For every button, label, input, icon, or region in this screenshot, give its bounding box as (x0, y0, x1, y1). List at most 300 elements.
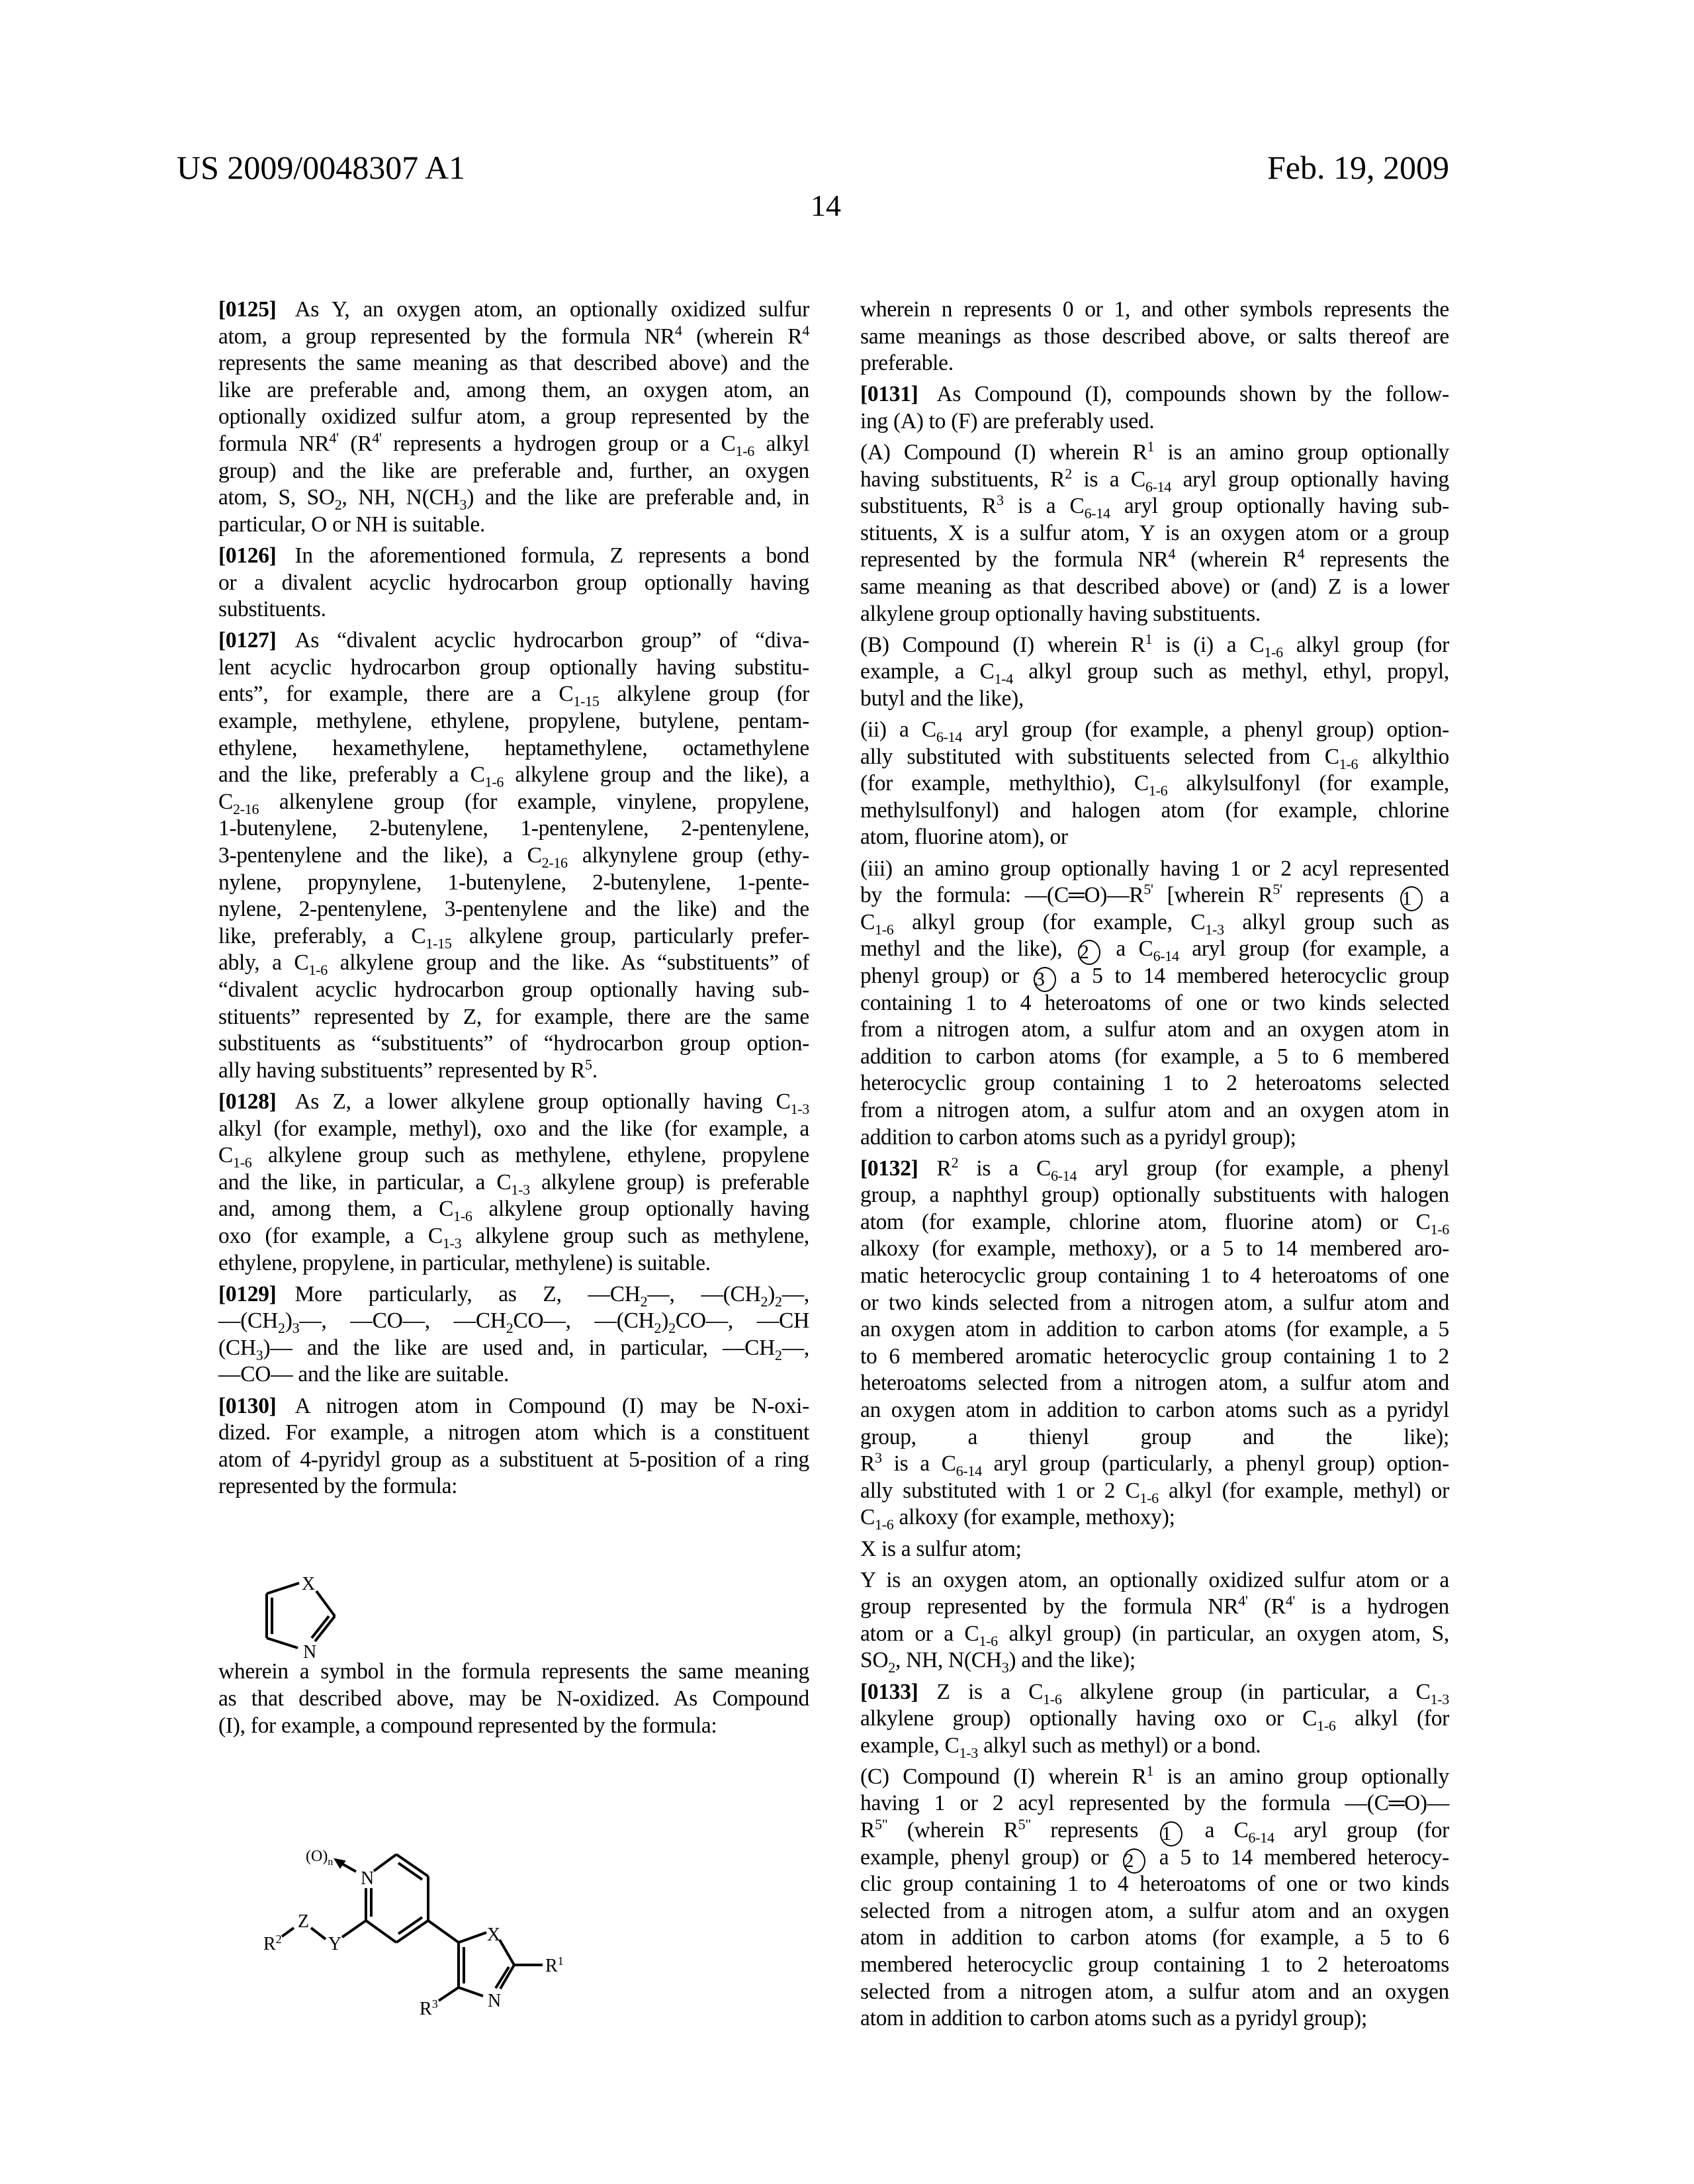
subscript: 2 (668, 1320, 676, 1337)
bond (428, 1921, 459, 1942)
text-run: is an amino group optionally (1153, 1764, 1449, 1789)
text-line (218, 1393, 809, 1420)
text-run: CO—, —(CH (513, 1308, 654, 1334)
text-run: —(CH (218, 1308, 278, 1334)
text-line (860, 1706, 1449, 1735)
paragraph-number: [0125] (218, 297, 277, 322)
text-run: (iii) an amino group optionally having 1 or 2 acyl represented (860, 856, 1449, 881)
text-run: alkylene group such as methylene, ethylene, propylene (251, 1143, 809, 1168)
text-line (218, 596, 809, 623)
text-line (860, 408, 1449, 435)
subscript: 6-14 (936, 729, 962, 745)
text-run: and, among them, a C (218, 1197, 454, 1222)
subscript: 1-3 (1430, 1690, 1449, 1707)
text-run: group, a naphthyl group) optionally substituents with halogen (860, 1183, 1449, 1208)
text-run: , NH, N(CH (895, 1648, 1002, 1673)
text-line (218, 1004, 809, 1030)
subscript: 6-14 (1051, 1167, 1077, 1184)
subscript: 1-6 (875, 1516, 894, 1533)
superscript: 4 (1297, 545, 1305, 563)
bond (459, 1987, 483, 1996)
text-run: X is a sulfur atom; (860, 1536, 1022, 1561)
text-run: an oxygen atom in addition to carbon atoms (for example, a 5 (860, 1317, 1449, 1342)
superscript: 4' (372, 430, 382, 446)
text-run: ) and the like); (1008, 1648, 1136, 1673)
text-line (860, 1070, 1449, 1097)
text-run: preferable. (860, 351, 954, 376)
text-run: stituents, X is a sulfur atom, Y is an oxygen atom or a group (860, 520, 1449, 545)
text-line (860, 1263, 1449, 1289)
superscript: 5" (1018, 1816, 1032, 1833)
atom-label-y: Y (328, 1934, 342, 1954)
text-line (218, 484, 810, 514)
text-line (218, 404, 809, 430)
text-run: atom, a group represented by the formula NR (218, 324, 675, 349)
text-line (218, 512, 809, 538)
subscript: 2 (775, 1293, 782, 1310)
text-line (860, 381, 1449, 408)
text-run: represents the (1304, 547, 1449, 572)
bond (366, 1921, 396, 1942)
text-run: methyl and the like), (860, 936, 1075, 962)
text-line (218, 1473, 809, 1500)
circled-number: 1 (1160, 1821, 1182, 1846)
circled-number: 2 (1078, 940, 1100, 965)
text-line (860, 936, 1449, 965)
text-line (860, 1925, 1449, 1951)
subscript: 3 (292, 1320, 300, 1337)
subscript: 2 (775, 1346, 782, 1363)
text-line (860, 1316, 1449, 1343)
superscript: 4 (674, 322, 682, 339)
text-run: atom, fluorine atom), or (860, 825, 1068, 850)
text-line (860, 1044, 1449, 1070)
text-run: ably, a C (218, 950, 309, 976)
text-line (218, 1335, 809, 1361)
text-run: butyl and the like), (860, 686, 1024, 711)
text-line (860, 797, 1449, 824)
subscript: 2 (760, 1293, 768, 1310)
text-run: substituents as “substituents” of “hydrocarbon group option- (218, 1031, 809, 1056)
subscript: 1-6 (979, 1632, 998, 1649)
text-line (860, 856, 1449, 882)
text-run: example, methylene, ethylene, propylene, butylene, pentam- (218, 709, 809, 733)
text-run: represented by the formula NR (860, 547, 1169, 572)
text-line (860, 963, 1449, 989)
text-run: selected from a nitrogen atom, a sulfur atom and an oxygen (860, 1898, 1449, 1923)
text-line (218, 1089, 809, 1115)
paragraph-number: [0133] (860, 1679, 918, 1704)
text-line (860, 1017, 1449, 1043)
text-line (218, 735, 809, 762)
text-run: example, a C (860, 659, 995, 684)
superscript: 1 (1146, 1762, 1154, 1779)
text-run: [wherein R (1153, 883, 1273, 908)
subscript: 1-6 (484, 774, 504, 791)
bond (282, 1928, 294, 1936)
text-run: is a C (881, 1451, 956, 1477)
text-line (860, 632, 1449, 659)
text-run: by the formula: —(C═O)—R (860, 883, 1144, 908)
text-run: R (936, 1156, 952, 1181)
text-run: . (592, 1058, 598, 1083)
text-run: substituents, R (860, 494, 997, 519)
substituent-label-r3: $R^3$ (420, 1997, 438, 2019)
text-run: from a nitrogen atom, a sulfur atom and an oxygen atom in (860, 1017, 1449, 1042)
text-line (218, 458, 809, 484)
text-run: atom in addition to carbon atoms (for example, a 5 to 6 (860, 1925, 1449, 1950)
text-run: C (860, 1505, 875, 1530)
text-line (860, 1370, 1449, 1396)
text-run: alkylene group) optionally having oxo or C (860, 1706, 1317, 1731)
text-run: same meanings as those described above, or salts thereof are (860, 324, 1449, 349)
text-line (860, 2005, 1449, 2032)
text-run: —, —(CH (647, 1281, 761, 1306)
text-line (860, 1478, 1449, 1504)
text-run: particular, O or NH is suitable. (218, 512, 486, 537)
text-run: from a nitrogen atom, a sulfur atom and an oxygen atom in (860, 1097, 1449, 1122)
text-line (218, 655, 809, 681)
subscript: 6-14 (1145, 478, 1172, 495)
subscript: 1-6 (735, 443, 754, 459)
text-run: is an amino group optionally (1154, 440, 1449, 465)
text-run: (wherein R (682, 324, 803, 349)
text-run: atom or a C (860, 1621, 979, 1646)
text-line (218, 296, 809, 323)
text-run: as that described above, may be N-oxidized. As Compound (218, 1686, 809, 1711)
text-run: As “divalent acyclic hydrocarbon group” of “diva- (294, 628, 809, 653)
superscript: 4 (802, 322, 810, 339)
text-line (218, 1116, 809, 1142)
text-run: ) (768, 1281, 776, 1306)
text-run: —, (781, 1281, 810, 1306)
text-line (218, 1223, 809, 1250)
subscript: 1-4 (994, 670, 1013, 688)
bond (311, 1928, 326, 1939)
text-line (860, 1594, 1449, 1620)
circled-number: 2 (1123, 1848, 1145, 1874)
text-line (218, 1281, 809, 1308)
text-run: and the like, preferably a C (218, 762, 485, 788)
text-line (860, 1124, 1449, 1151)
text-line (860, 1236, 1449, 1262)
text-run: having 1 or 2 acyl represented by the formula —(C═O)— (860, 1791, 1449, 1816)
text-run: (for example, methylthio), C (860, 771, 1149, 796)
text-run: alkylene group) is preferable (529, 1169, 809, 1195)
text-run: As Z, a lower alkylene group optionally having C (294, 1089, 791, 1114)
superscript: 5" (875, 1816, 888, 1833)
text-run: stituents” represented by Z, for example, there are the same (218, 1004, 809, 1029)
text-run: nylene, propynylene, 1-butenylene, 2-butenylene, 1-pente- (218, 870, 809, 895)
text-run: (I), for example, a compound represented by the formula: (218, 1713, 717, 1738)
text-line (860, 882, 1449, 909)
bond (342, 1921, 366, 1937)
text-line (860, 686, 1449, 712)
publication-number: US 2009/0048307 A1 (177, 149, 466, 186)
subscript: 2-16 (541, 854, 568, 871)
text-run: or a divalent acyclic hydrocarbon group optionally having (218, 570, 809, 595)
bond (374, 1854, 396, 1871)
text-line (218, 681, 809, 710)
text-line (860, 1679, 1449, 1706)
text-run: alkoxy (for example, methoxy), or a 5 to 14 membered aro- (860, 1236, 1449, 1261)
text-line (860, 1397, 1449, 1424)
text-run: matic heterocyclic group containing 1 to 4 heteroatoms of one (860, 1263, 1449, 1288)
text-run: aryl group (for example, a phenyl (1077, 1156, 1449, 1181)
text-run: Z is a C (936, 1679, 1044, 1704)
text-line (860, 574, 1449, 600)
text-line (218, 1030, 809, 1057)
text-run: As Y, an oxygen atom, an optionally oxidized sulfur (294, 297, 809, 322)
text-run: having substituents, R (860, 467, 1065, 492)
text-line (860, 1621, 1449, 1647)
text-run: heteroatoms selected from a nitrogen atom, a sulfur atom and (860, 1371, 1449, 1396)
text-run: addition to carbon atoms such as a pyridyl group); (860, 1124, 1296, 1150)
text-line (860, 659, 1449, 688)
text-line (860, 1647, 1449, 1674)
text-line (860, 1097, 1449, 1124)
text-run: is (i) a C (1152, 632, 1265, 657)
text-line (218, 1058, 809, 1084)
text-run: represented by the formula: (218, 1474, 458, 1499)
subscript: 1-3 (790, 1100, 809, 1117)
superscript: 5' (1143, 881, 1153, 898)
text-run: group, a thienyl group and the like); (860, 1424, 1449, 1449)
text-line (860, 1209, 1449, 1236)
text-run: alkylene group such as methylene, (461, 1223, 809, 1248)
text-run: , NH, N(CH (341, 485, 460, 510)
text-run: ethylene, hexamethylene, heptamethylene, octamethylene (218, 735, 809, 760)
text-line (860, 1952, 1449, 1978)
text-run: aryl group (for example, a phenyl group) option- (961, 717, 1449, 742)
bond (439, 1987, 459, 2001)
text-run: SO (860, 1648, 889, 1673)
text-line (860, 350, 1449, 377)
ring-structure-figure (251, 1535, 450, 1681)
text-run: alkyl group such as (1224, 909, 1449, 934)
text-run: oxo (for example, a C (218, 1223, 443, 1248)
text-line (218, 543, 809, 569)
text-run: dized. For example, a nitrogen atom which is a constituent (218, 1420, 809, 1445)
text-line (218, 1420, 809, 1446)
bond (316, 1591, 335, 1616)
subscript: 1-6 (308, 962, 328, 979)
subscript: 1-3 (442, 1234, 462, 1251)
text-run: is a hydrogen (1295, 1594, 1449, 1619)
subscript: 6-14 (1153, 948, 1179, 965)
text-run: alkyl group such as methyl, ethyl, propyl, (1013, 659, 1449, 684)
text-run: alkyl group (for (1282, 632, 1449, 657)
text-line (218, 431, 809, 457)
text-line (860, 547, 1449, 573)
superscript: 4' (329, 430, 339, 446)
subscript: 1-15 (425, 934, 452, 952)
text-run: (R (338, 432, 373, 456)
text-line (860, 439, 1449, 466)
text-run: example, C (860, 1733, 959, 1758)
text-line (218, 1686, 809, 1712)
text-line (860, 1156, 1449, 1182)
text-run: 3-pentenylene and the like), a C (218, 843, 542, 868)
text-line (860, 1290, 1449, 1316)
atom-label-pyridine-n: N (361, 1868, 375, 1889)
subscript: 1-3 (511, 1181, 530, 1198)
text-run: As Compound (I), compounds shown by the follow- (936, 382, 1449, 407)
text-line (860, 324, 1449, 350)
text-run: (B) Compound (I) wherein R (860, 632, 1145, 657)
paragraph-number: [0127] (218, 628, 277, 653)
bond (267, 1638, 298, 1648)
bond (459, 1933, 486, 1942)
text-run: a (1425, 883, 1450, 908)
superscript: 4 (1168, 545, 1176, 563)
subscript: 6-14 (1248, 1829, 1274, 1846)
text-run: C (860, 909, 875, 934)
text-line (860, 1536, 1449, 1563)
text-run: ally having substituents” represented by R (218, 1058, 585, 1083)
text-run: C (218, 1143, 234, 1168)
text-line (860, 1567, 1449, 1594)
text-line (860, 824, 1449, 850)
text-run: alkylene group, particularly prefer- (451, 923, 809, 948)
text-run: —CO— and the like are suitable. (218, 1362, 510, 1387)
text-line (218, 1713, 809, 1739)
superscript: 2 (1065, 465, 1072, 482)
paragraph-number: [0131] (860, 382, 918, 407)
text-run: methylsulfonyl) and halogen atom (for example, chlorine (860, 797, 1449, 823)
subscript: 6-14 (956, 1463, 982, 1480)
text-line (860, 1424, 1449, 1451)
text-line (860, 717, 1449, 743)
label-oxide: $(O)_n$ (306, 1848, 334, 1868)
text-run: (C) Compound (I) wherein R (860, 1764, 1147, 1789)
text-run: —, —CO—, —CH (299, 1308, 506, 1334)
subscript: 3 (1001, 1659, 1009, 1676)
page-number: 14 (811, 189, 841, 222)
publication-date: Feb. 19, 2009 (1267, 149, 1449, 186)
text-run: to 6 membered aromatic heterocyclic group containing 1 to 2 (860, 1343, 1449, 1369)
text-run: atom, S, SO (218, 485, 335, 510)
text-run: (R (1247, 1594, 1286, 1619)
substituent-label-r2: $R^2$ (263, 1933, 282, 1954)
text-line (218, 1308, 809, 1337)
subscript: 2 (888, 1659, 895, 1676)
substituent-label-r1: $R^1$ (545, 1954, 564, 1976)
text-line (218, 870, 809, 896)
text-run: example, phenyl group) or (860, 1844, 1120, 1870)
text-run: ally substituted with substituents selected from C (860, 744, 1339, 769)
text-run: alkylene group and the like. As “substituents” of (327, 950, 810, 976)
subscript: 1-6 (233, 1154, 252, 1171)
text-line (860, 990, 1449, 1017)
text-line (218, 377, 809, 404)
compound-structure-figure (251, 1800, 675, 2025)
subscript: 1-6 (453, 1208, 472, 1225)
text-run: and the like, in particular, a C (218, 1169, 512, 1195)
paragraph-number: [0132] (860, 1156, 918, 1181)
text-line (860, 1898, 1449, 1925)
atom-label-thiazole-n: N (488, 1991, 502, 2011)
text-line (218, 977, 809, 1003)
circled-number: 3 (1034, 967, 1056, 992)
paragraph-number: [0129] (218, 1281, 277, 1306)
text-run: ing (A) to (F) are preferably used. (860, 408, 1155, 433)
text-run: same meaning as that described above) or (and) Z is a lower (860, 574, 1449, 599)
text-line (218, 627, 809, 654)
paragraph-number: [0130] (218, 1393, 277, 1418)
text-run: aryl group (particularly, a phenyl group) option- (981, 1451, 1449, 1477)
text-run: ) (285, 1308, 292, 1334)
text-run: group) and the like are preferable and, further, an oxygen (218, 458, 809, 483)
text-line (860, 296, 1449, 323)
text-run: aryl group optionally having (1171, 467, 1449, 492)
text-run: membered heterocyclic group containing 1 to 2 heteroatoms (860, 1952, 1449, 1977)
atom-label-x: X (302, 1574, 316, 1594)
text-run: represents (1031, 1818, 1158, 1843)
subscript: 2-16 (233, 800, 259, 817)
text-line (218, 1250, 809, 1277)
text-run: R (860, 1818, 875, 1843)
text-run: heterocyclic group containing 1 to 2 heteroatoms selected (860, 1071, 1449, 1096)
text-run: a 5 to 14 membered heterocyclic group (1058, 963, 1449, 988)
subscript: 2 (654, 1320, 662, 1337)
text-line (860, 1182, 1449, 1208)
superscript: 5' (1272, 881, 1282, 898)
text-run: alkylsulfonyl (for example, (1167, 771, 1449, 796)
text-run: CO—, —CH (675, 1308, 809, 1334)
text-run: is a C (1071, 467, 1145, 492)
text-run: like, preferably, a C (218, 923, 426, 948)
text-run: atom (for example, chlorine atom, fluorine atom) or C (860, 1209, 1431, 1234)
subscript: 1-3 (959, 1744, 979, 1761)
subscript: 2 (640, 1293, 648, 1310)
text-run: containing 1 to 4 heteroatoms of one or two kinds selected (860, 990, 1449, 1015)
superscript: 5 (585, 1056, 592, 1073)
text-run: R (860, 1451, 875, 1477)
text-line (860, 1449, 1449, 1480)
text-run: represents (1282, 883, 1398, 908)
text-line (860, 1504, 1449, 1531)
text-run: ) (661, 1308, 669, 1334)
text-line (218, 324, 809, 350)
subscript: 3 (459, 496, 467, 514)
text-run: ents”, for example, there are a C (218, 682, 574, 707)
text-line (860, 1871, 1449, 1897)
subscript: 1-6 (875, 921, 894, 938)
text-line (860, 1343, 1449, 1370)
text-run: alkylene group optionally having (472, 1197, 809, 1222)
text-line (218, 815, 809, 842)
text-line (860, 1764, 1449, 1790)
text-run: represents a hydrogen group or a C (381, 432, 736, 456)
text-run: optionally oxidized sulfur atom, a group represented by the (218, 404, 809, 430)
text-run: phenyl group) or (860, 963, 1031, 988)
text-run: a 5 to 14 membered heterocy- (1147, 1844, 1449, 1870)
text-line (218, 1169, 809, 1196)
text-line (218, 708, 809, 735)
text-run: alkylene group optionally having substituents. (860, 601, 1261, 626)
subscript: 1-6 (1139, 1489, 1159, 1506)
superscript: 2 (951, 1154, 959, 1171)
atom-label-z: Z (298, 1911, 310, 1932)
text-line (218, 1361, 809, 1388)
text-run: (wherein R (887, 1818, 1018, 1843)
text-run: a C (1102, 936, 1153, 962)
text-run: alkoxy (for example, methoxy); (893, 1505, 1175, 1530)
subscript: 2 (506, 1320, 513, 1337)
text-run: Y is an oxygen atom, an optionally oxidized sulfur atom or a (860, 1567, 1449, 1592)
text-line (860, 1844, 1449, 1871)
